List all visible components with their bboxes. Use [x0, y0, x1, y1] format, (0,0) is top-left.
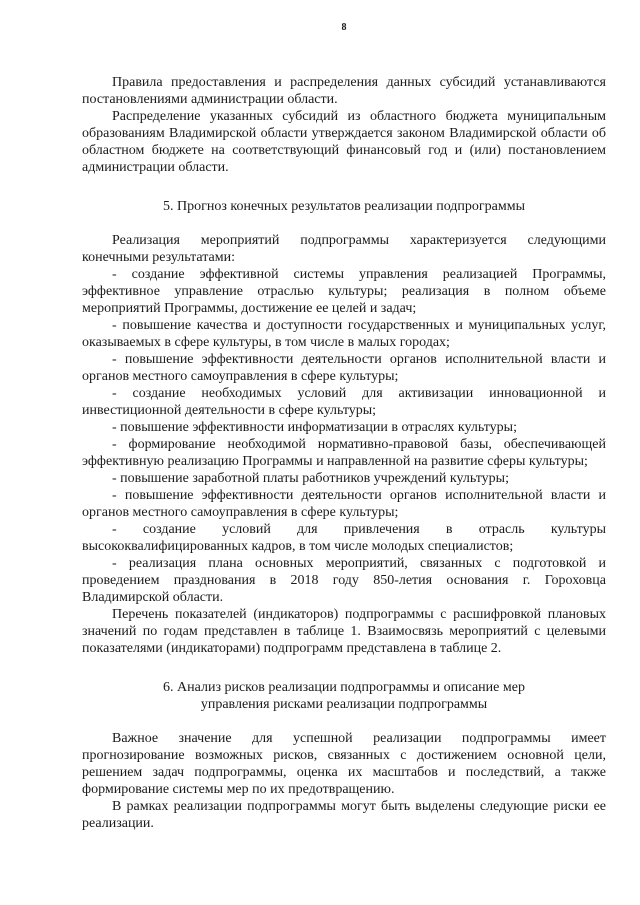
result-item: - повышение эффективности информатизации в отраслях культуры; [112, 420, 517, 435]
result-item: - повышение качества и доступности государственных и муниципальных услуг, оказываемых в сфере культуры, в том числе в малых городах; [82, 318, 606, 350]
result-item: - создание необходимых условий для активизации инновационной и инвестиционной деятельности в сфере культуры; [82, 386, 606, 418]
section-6-title-line-1: 6. Анализ рисков реализации подпрограммы и описание мер [163, 680, 525, 695]
result-item: - создание условий для привлечения в отрасль культуры высококвалифицированных кадров, в том числе молодых специалистов; [82, 522, 606, 554]
section-6-paragraph-1: Важное значение для успешной реализации подпрограммы имеет прогнозирование возможных рисков, связанных с достижением основной цели, решением задач подпрограммы, оценка их масштабов и последствий, а также формирование системы мер по их предотвращению. [82, 731, 606, 797]
page-number: 8 [341, 22, 347, 33]
result-item: - реализация плана основных мероприятий, связанных с подготовкой и проведением празднования в 2018 году 850-летия основания г. Гороховца Владимирской области. [82, 556, 606, 605]
section-6-title-line-2: управления рисками реализации подпрограммы [200, 697, 488, 712]
intro-paragraph-1: Правила предоставления и распределения данных субсидий устанавливаются постановлениями администрации области. [82, 75, 606, 107]
section-6-paragraph-2: В рамках реализации подпрограммы могут быть выделены следующие риски ее реализации. [82, 799, 606, 831]
result-item: - повышение заработной платы работников учреждений культуры; [112, 471, 509, 486]
section-5-intro: Реализация мероприятий подпрограммы характеризуется следующими конечными результатами: [82, 233, 606, 265]
result-item: - формирование необходимой нормативно-правовой базы, обеспечивающей эффективную реализацию Программы и направленной на развитие сферы культуры; [82, 437, 606, 469]
result-item: - создание эффективной системы управления реализацией Программы, эффективное управление отраслью культуры; реализация в полном объеме мероприятий Программы, достижение ее целей и задач; [82, 267, 606, 316]
section-5-closing: Перечень показателей (индикаторов) подпрограммы с расшифровкой плановых значений по годам представлен в таблице 1. Взаимосвязь мероприятий с целевыми показателями (индикаторами) подпрограмм представлена в таблице 2. [82, 607, 606, 656]
result-item: - повышение эффективности деятельности органов исполнительной власти и органов местного самоуправления в сфере культуры; [82, 352, 606, 384]
section-5-title: 5. Прогноз конечных результатов реализации подпрограммы [163, 199, 525, 214]
result-item: - повышение эффективности деятельности органов исполнительной власти и органов местного самоуправления в сфере культуры; [82, 488, 606, 520]
intro-paragraph-2: Распределение указанных субсидий из областного бюджета муниципальным образованиям Владимирской области утверждается законом Владимирской области об областном бюджете на соответствующий финансовый год и (или) постановлением администрации области. [82, 109, 606, 175]
